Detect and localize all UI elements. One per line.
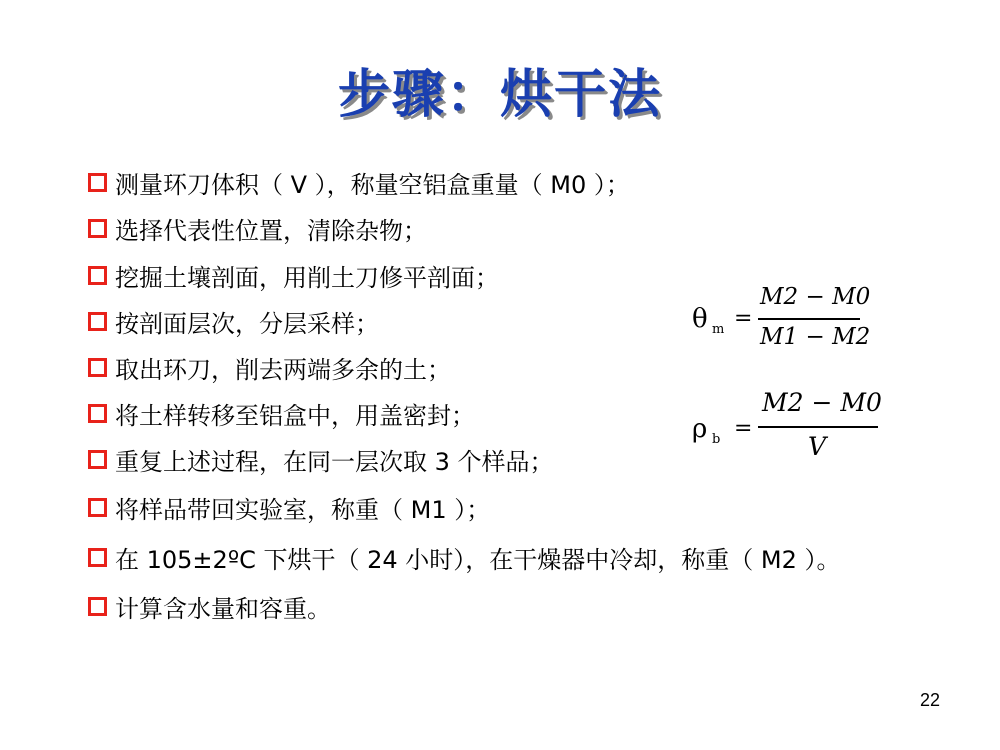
bullet-text: 取出环刀，削去两端多余的土； xyxy=(115,356,451,384)
bullet-box-icon xyxy=(88,498,107,517)
rho-subscript: b xyxy=(712,432,721,447)
bullet-text: 在 105±2ºC 下烘干（ 24 小时），在干燥器中冷却，称重（ M2 ）。 xyxy=(115,546,841,574)
bullet-item xyxy=(88,594,331,624)
bullet-box-icon xyxy=(88,450,107,469)
bullet-box-icon xyxy=(88,219,107,238)
bullet-text: 将土样转移至铝盒中，用盖密封； xyxy=(115,402,475,430)
bullet-item xyxy=(88,170,630,200)
equals-sign: = xyxy=(734,416,753,441)
moisture-denominator: M1 − M2 xyxy=(760,324,871,350)
bullet-box-icon xyxy=(88,404,107,423)
page-number: 22 xyxy=(919,690,940,710)
bullet-box-icon xyxy=(88,173,107,192)
theta-subscript: m xyxy=(712,322,725,337)
bullet-item xyxy=(88,263,499,293)
bullet-text: 测量环刀体积（ V ），称量空铝盒重量（ M0 ）； xyxy=(115,171,630,199)
fraction-bar xyxy=(758,426,878,428)
bullet-item xyxy=(88,216,427,246)
bullet-box-icon xyxy=(88,548,107,567)
bullet-box-icon xyxy=(88,312,107,331)
bullet-text: 计算含水量和容重。 xyxy=(115,595,331,623)
theta-symbol: θ xyxy=(692,304,708,334)
bullet-item xyxy=(88,309,379,339)
density-denominator: V xyxy=(808,432,827,461)
bullet-item xyxy=(88,495,490,525)
bullet-text: 挖掘土壤剖面，用削土刀修平剖面； xyxy=(115,264,499,292)
equals-sign: = xyxy=(734,306,753,331)
bullet-item xyxy=(88,447,554,477)
bullet-text: 将样品带回实验室，称重（ M1 ）； xyxy=(115,496,491,524)
bullet-box-icon xyxy=(88,358,107,377)
moisture-numerator: M2 − M0 xyxy=(760,284,871,310)
moisture-formula xyxy=(690,282,890,362)
fraction-bar xyxy=(758,318,860,320)
bullet-item xyxy=(88,355,451,385)
bullet-text: 按剖面层次，分层采样； xyxy=(115,310,379,338)
density-numerator: M2 − M0 xyxy=(762,388,882,417)
bulk-density-formula xyxy=(690,388,890,468)
bullet-box-icon xyxy=(88,266,107,285)
bullet-item xyxy=(88,545,841,575)
slide-title: 步骤：烘干法 xyxy=(337,65,662,125)
bullet-box-icon xyxy=(88,597,107,616)
rho-symbol: ρ xyxy=(692,414,708,444)
bullet-text: 重复上述过程，在同一层次取 3 个样品； xyxy=(115,448,554,476)
bullet-text: 选择代表性位置，清除杂物； xyxy=(115,217,427,245)
bullet-item xyxy=(88,401,475,431)
